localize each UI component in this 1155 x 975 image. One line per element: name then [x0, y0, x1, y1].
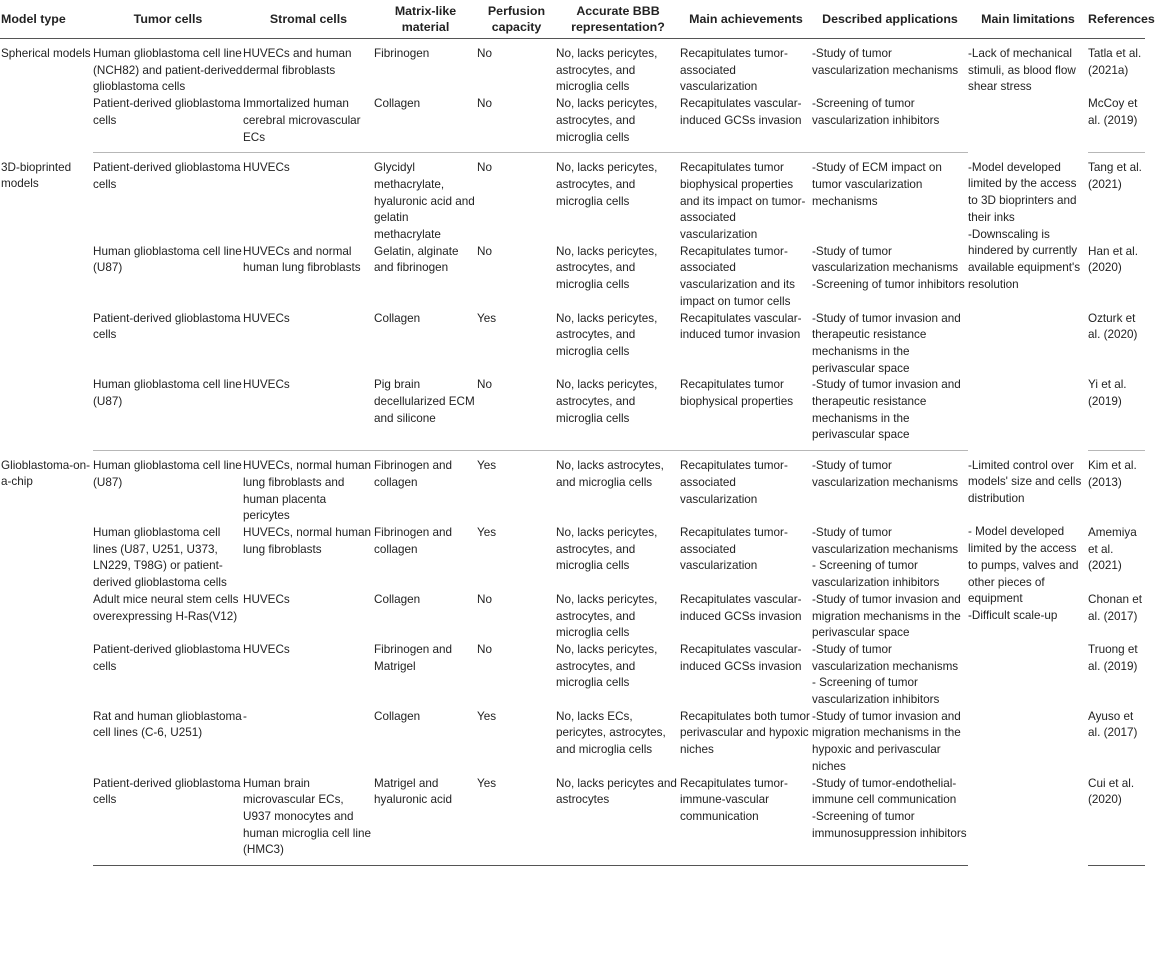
stromal-cells-cell: -: [243, 709, 247, 723]
header-stromal-cells: Stromal cells: [243, 0, 374, 39]
perfusion-capacity-cell: No: [477, 96, 556, 153]
stromal-cells-cell: HUVECs: [243, 592, 290, 606]
stromal-cells-cell: HUVECs: [243, 377, 374, 450]
tumor-cells-cell: Patient-derived glioblastoma cells: [93, 161, 241, 191]
header-bbb: Accurate BBB representation?: [556, 0, 680, 39]
header-references: References: [1088, 0, 1145, 39]
perfusion-capacity-cell: Yes: [477, 311, 497, 325]
main-limitations-cell: -Limited control over models' size and cells distribution - Model developed limited by the access to pumps, valves and other pieces of equipment -Difficult scale-up: [968, 458, 1082, 622]
header-tumor-cells: Tumor cells: [93, 0, 243, 39]
matrix-material-cell: Gelatin, alginate and fibrinogen: [374, 244, 459, 275]
main-achievement-cell: Recapitulates both tumor perivascular and hypoxic niches: [680, 709, 810, 757]
tumor-cells-cell: Human glioblastoma cell line (U87): [93, 459, 242, 489]
matrix-material-cell: Collagen: [374, 592, 421, 606]
main-achievement-cell: Recapitulates tumor-immune-vascular communication: [680, 776, 812, 866]
model-type-cell: Spherical models: [1, 47, 91, 60]
main-achievement-cell: Recapitulates tumor-associated vascularization: [680, 459, 788, 506]
perfusion-capacity-cell: Yes: [477, 709, 497, 723]
model-type-cell: 3D-bioprinted models: [1, 160, 72, 191]
bbb-representation-cell: No, lacks pericytes, astrocytes, and microglia cells: [556, 47, 658, 94]
stromal-cells-cell: Human brain microvascular ECs, U937 monocytes and human microglia cell line (HMC3): [243, 776, 374, 866]
described-application-cell: -Study of tumor invasion and therapeutic resistance mechanisms in the perivascular space: [812, 377, 968, 450]
reference-cell: McCoy et al. (2019): [1088, 96, 1145, 153]
tumor-cells-cell: Patient-derived glioblastoma cells: [93, 642, 241, 673]
tumor-cells-cell: Human glioblastoma cell line (U87): [93, 377, 243, 450]
header-matrix-material: Matrix-like material: [374, 0, 477, 39]
reference-cell: Chonan et al. (2017): [1088, 592, 1142, 623]
perfusion-capacity-cell: No: [477, 642, 492, 656]
main-achievement-cell: Recapitulates tumor biophysical properties: [680, 377, 812, 450]
stromal-cells-cell: Immortalized human cerebral microvascular ECs: [243, 96, 374, 153]
perfusion-capacity-cell: No: [477, 377, 556, 450]
matrix-material-cell: Fibrinogen and collagen: [374, 459, 452, 489]
bbb-representation-cell: No, lacks pericytes, astrocytes, and microglia cells: [556, 525, 658, 573]
header-limitations: Main limitations: [968, 0, 1088, 39]
perfusion-capacity-cell: No: [477, 244, 492, 258]
header-achievements: Main achievements: [680, 0, 812, 39]
described-application-cell: -Study of tumor vascularization mechanisms -Screening of tumor inhibitors: [812, 244, 965, 292]
described-application-cell: -Screening of tumor vascularization inhibitors: [812, 96, 968, 153]
reference-cell: Yi et al. (2019): [1088, 377, 1145, 450]
stromal-cells-cell: HUVECs, normal human lung fibroblasts and human placenta pericytes: [243, 459, 371, 523]
bbb-representation-cell: No, lacks pericytes, astrocytes, and microglia cells: [556, 592, 658, 640]
described-application-cell: -Study of tumor vascularization mechanisms - Screening of tumor vascularization inhibitors: [812, 642, 959, 707]
matrix-material-cell: Collagen: [374, 96, 477, 153]
stromal-cells-cell: HUVECs: [243, 161, 290, 175]
described-application-cell: -Study of tumor-endothelial-immune cell communication -Screening of tumor immunosuppression inhibitors: [812, 776, 968, 866]
table-body: [0, 39, 1145, 866]
matrix-material-cell: Collagen: [374, 709, 421, 723]
perfusion-capacity-cell: Yes: [477, 525, 497, 539]
matrix-material-cell: Collagen: [374, 311, 421, 325]
matrix-material-cell: Fibrinogen: [374, 47, 430, 60]
stromal-cells-cell: HUVECs and human dermal fibroblasts: [243, 47, 352, 77]
described-application-cell: -Study of ECM impact on tumor vascularization mechanisms: [812, 161, 942, 208]
matrix-material-cell: Fibrinogen and collagen: [374, 525, 452, 556]
reference-cell: Ayuso et al. (2017): [1088, 709, 1138, 740]
reference-cell: Truong et al. (2019): [1088, 642, 1138, 673]
main-achievement-cell: Recapitulates tumor-associated vascularization: [680, 47, 788, 94]
bbb-representation-cell: No, lacks pericytes and astrocytes: [556, 776, 680, 866]
described-application-cell: -Study of tumor invasion and therapeutic resistance mechanisms in the perivascular space: [812, 311, 961, 375]
header-row: [0, 0, 1145, 39]
described-application-cell: -Study of tumor invasion and migration mechanisms in the perivascular space: [812, 592, 961, 640]
tumor-cells-cell: Rat and human glioblastoma cell lines (C-6, U251): [93, 709, 242, 740]
header-perfusion: Perfusion capacity: [477, 0, 556, 39]
main-limitations-cell: -Lack of mechanical stimuli, as blood flow shear stress: [968, 47, 1076, 94]
table-row: [0, 39, 1145, 97]
main-achievement-cell: Recapitulates vascular-induced GCSs invasion: [680, 592, 802, 623]
perfusion-capacity-cell: No: [477, 161, 492, 175]
stromal-cells-cell: HUVECs, normal human lung fibroblasts: [243, 525, 371, 556]
main-achievement-cell: Recapitulates vascular-induced GCSs invasion: [680, 642, 802, 673]
reference-cell: Tatla et al. (2021a): [1088, 47, 1142, 77]
bbb-representation-cell: No, lacks pericytes, astrocytes, and microglia cells: [556, 642, 658, 690]
bbb-representation-cell: No, lacks pericytes, astrocytes, and microglia cells: [556, 244, 658, 292]
stromal-cells-cell: HUVECs and normal human lung fibroblasts: [243, 244, 361, 275]
table-row: [0, 153, 1145, 244]
perfusion-capacity-cell: Yes: [477, 459, 497, 473]
tumor-cells-cell: Human glioblastoma cell line (NCH82) and patient-derived glioblastoma cells: [93, 47, 243, 94]
perfusion-capacity-cell: Yes: [477, 776, 556, 866]
perfusion-capacity-cell: No: [477, 47, 492, 60]
tumor-cells-cell: Adult mice neural stem cells overexpressing H-Ras(V12): [93, 592, 239, 623]
bbb-representation-cell: No, lacks pericytes, astrocytes, and microglia cells: [556, 311, 658, 358]
reference-cell: Han et al. (2020): [1088, 244, 1139, 275]
header-applications: Described applications: [812, 0, 968, 39]
matrix-material-cell: Glycidyl methacrylate, hyaluronic acid and gelatin methacrylate: [374, 161, 475, 242]
tumor-cells-cell: Human glioblastoma cell line (U87): [93, 244, 242, 275]
bbb-representation-cell: No, lacks astrocytes, and microglia cells: [556, 459, 664, 489]
table-row: [0, 451, 1145, 525]
tumor-cells-cell: Patient-derived glioblastoma cells: [93, 96, 243, 153]
tumor-cells-cell: Patient-derived glioblastoma cells: [93, 311, 241, 342]
bbb-representation-cell: No, lacks pericytes, astrocytes, and microglia cells: [556, 96, 680, 153]
perfusion-capacity-cell: No: [477, 592, 492, 606]
described-application-cell: -Study of tumor vascularization mechanisms - Screening of tumor vascularization inhibitors: [812, 525, 959, 590]
matrix-material-cell: Pig brain decellularized ECM and silicone: [374, 377, 477, 450]
main-achievement-cell: Recapitulates tumor biophysical properties and its impact on tumor-associated vascularization: [680, 161, 806, 242]
tumor-cells-cell: Patient-derived glioblastoma cells: [93, 776, 243, 866]
tumor-cells-cell: Human glioblastoma cell lines (U87, U251, U373, LN229, T98G) or patient-derived glioblastoma cells: [93, 525, 227, 590]
bbb-representation-cell: No, lacks pericytes, astrocytes, and microglia cells: [556, 161, 658, 208]
model-type-cell: Glioblastoma-on-a-chip: [1, 458, 90, 489]
reference-cell: Kim et al. (2013): [1088, 459, 1137, 489]
main-achievement-cell: Recapitulates tumor-associated vascularization: [680, 525, 788, 573]
main-limitations-cell: -Model developed limited by the access to 3D bioprinters and their inks -Downscaling is hindered by currently available equipment's resolution: [968, 160, 1081, 291]
reference-cell: Amemiya et al. (2021): [1088, 525, 1137, 573]
described-application-cell: -Study of tumor invasion and migration mechanisms in the hypoxic and perivascular niches: [812, 709, 961, 773]
main-achievement-cell: Recapitulates tumor-associated vascularization and its impact on tumor cells: [680, 244, 795, 308]
reference-cell: Tang et al. (2021): [1088, 161, 1142, 191]
stromal-cells-cell: HUVECs: [243, 642, 290, 656]
described-application-cell: -Study of tumor vascularization mechanisms: [812, 459, 959, 489]
bbb-representation-cell: No, lacks ECs, pericytes, astrocytes, and microglia cells: [556, 709, 666, 757]
reference-cell: Cui et al. (2020): [1088, 776, 1145, 866]
stromal-cells-cell: HUVECs: [243, 311, 290, 325]
header-model-type: Model type: [0, 0, 93, 39]
bbb-representation-cell: No, lacks pericytes, astrocytes, and microglia cells: [556, 377, 680, 450]
main-achievement-cell: Recapitulates vascular-induced GCSs invasion: [680, 96, 812, 153]
described-application-cell: -Study of tumor vascularization mechanisms: [812, 47, 959, 77]
matrix-material-cell: Matrigel and hyaluronic acid: [374, 776, 477, 866]
matrix-material-cell: Fibrinogen and Matrigel: [374, 642, 452, 673]
reference-cell: Ozturk et al. (2020): [1088, 311, 1138, 342]
main-achievement-cell: Recapitulates vascular-induced tumor invasion: [680, 311, 802, 342]
